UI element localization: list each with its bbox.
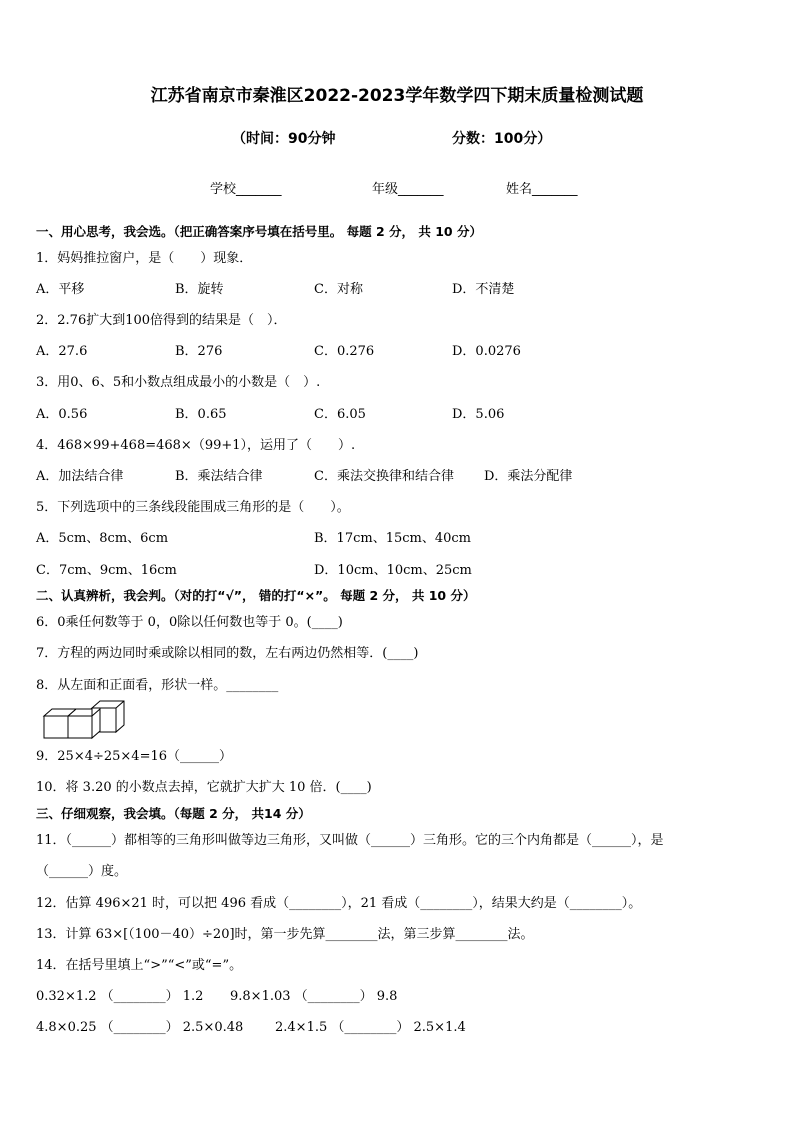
q3-option-c[interactable]: C．6.05 xyxy=(314,407,366,422)
q1-option-d[interactable]: D．不清楚 xyxy=(452,282,515,297)
question-9: 9．25×4÷25×4=16（______） xyxy=(36,749,233,764)
q4-option-d[interactable]: D．乘法分配律 xyxy=(484,469,573,484)
question-7: 7．方程的两边同时乘或除以相同的数，左右两边仍然相等．(____) xyxy=(36,646,419,661)
question-2: 2．2.76扩大到100倍得到的结果是（ ）． xyxy=(36,313,287,328)
q2-option-b[interactable]: B．276 xyxy=(175,344,223,359)
q4-option-a[interactable]: A．加法结合律 xyxy=(36,469,124,484)
question-1: 1．妈妈推拉窗户，是（ ）现象． xyxy=(36,251,253,266)
section3-heading: 三、仔细观察，我会填。（每题 2 分， 共14 分） xyxy=(36,806,311,821)
q14-item-1: 0.32×1.2 （________） 1.2 xyxy=(36,989,204,1004)
question-11-cont: （______）度。 xyxy=(36,864,128,879)
question-8: 8．从左面和正面看，形状一样。________ xyxy=(36,678,279,693)
q3-option-d[interactable]: D．5.06 xyxy=(452,407,505,422)
question-10: 10．将 3.20 的小数点去掉，它就扩大扩大 10 倍．(____) xyxy=(36,780,372,795)
page-title: 江苏省南京市秦淮区2022-2023学年数学四下期末质量检测试题 xyxy=(150,86,644,106)
q2-option-a[interactable]: A．27.6 xyxy=(36,344,88,359)
grade-field[interactable]: 年级_______ xyxy=(372,182,444,197)
q1-option-c[interactable]: C．对称 xyxy=(314,282,363,297)
q3-option-a[interactable]: A．0.56 xyxy=(36,407,88,422)
q5-option-a[interactable]: A．5cm、8cm、6cm xyxy=(36,531,169,546)
q3-option-b[interactable]: B．0.65 xyxy=(175,407,227,422)
q5-option-d[interactable]: D．10cm、10cm、25cm xyxy=(314,563,472,578)
question-14: 14．在括号里填上“>”“<”或“=”。 xyxy=(36,958,243,973)
question-13: 13．计算 63×[（100－40）÷20]时，第一步先算________法，第三步算________法。 xyxy=(36,927,534,942)
q5-option-c[interactable]: C．7cm、9cm、16cm xyxy=(36,563,177,578)
q2-option-d[interactable]: D．0.0276 xyxy=(452,344,521,359)
q2-option-c[interactable]: C．0.276 xyxy=(314,344,375,359)
section2-heading: 二、认真辨析，我会判。（对的打“√”， 错的打“×”。 每题 2 分， 共 10 分） xyxy=(36,588,476,603)
q14-item-3: 4.8×0.25 （________） 2.5×0.48 xyxy=(36,1020,244,1035)
q1-option-b[interactable]: B．旋转 xyxy=(175,282,224,297)
question-3: 3．用0、6、5和小数点组成最小的小数是（ ）. xyxy=(36,375,321,390)
question-6: 6．0乘任何数等于 0，0除以任何数也等于 0。(____) xyxy=(36,615,343,630)
q14-item-2: 9.8×1.03 （________） 9.8 xyxy=(230,989,398,1004)
question-5: 5．下列选项中的三条线段能围成三角形的是（ ）。 xyxy=(36,500,350,515)
question-12: 12．估算 496×21 时，可以把 496 看成（________），21 看成（________），结果大约是（________）。 xyxy=(36,896,642,911)
cube-figure xyxy=(40,700,130,740)
q4-option-b[interactable]: B．乘法结合律 xyxy=(175,469,263,484)
question-11: 11．（______）都相等的三角形叫做等边三角形，又叫做（______）三角形。它的三个内角都是（______），是 xyxy=(36,833,664,848)
exam-score: 分数：100分） xyxy=(452,131,552,147)
name-field[interactable]: 姓名_______ xyxy=(506,182,578,197)
exam-time: （时间：90分钟 xyxy=(232,131,336,147)
q4-option-c[interactable]: C．乘法交换律和结合律 xyxy=(314,469,454,484)
question-4: 4．468×99+468=468×（99+1），运用了（ ）. xyxy=(36,438,356,453)
school-field[interactable]: 学校_______ xyxy=(210,182,282,197)
q5-option-b[interactable]: B．17cm、15cm、40cm xyxy=(314,531,472,546)
q14-item-4: 2.4×1.5 （________） 2.5×1.4 xyxy=(275,1020,466,1035)
q1-option-a[interactable]: A．平移 xyxy=(36,282,85,297)
section1-heading: 一、用心思考，我会选。（把正确答案序号填在括号里。 每题 2 分， 共 10 分） xyxy=(36,224,482,239)
